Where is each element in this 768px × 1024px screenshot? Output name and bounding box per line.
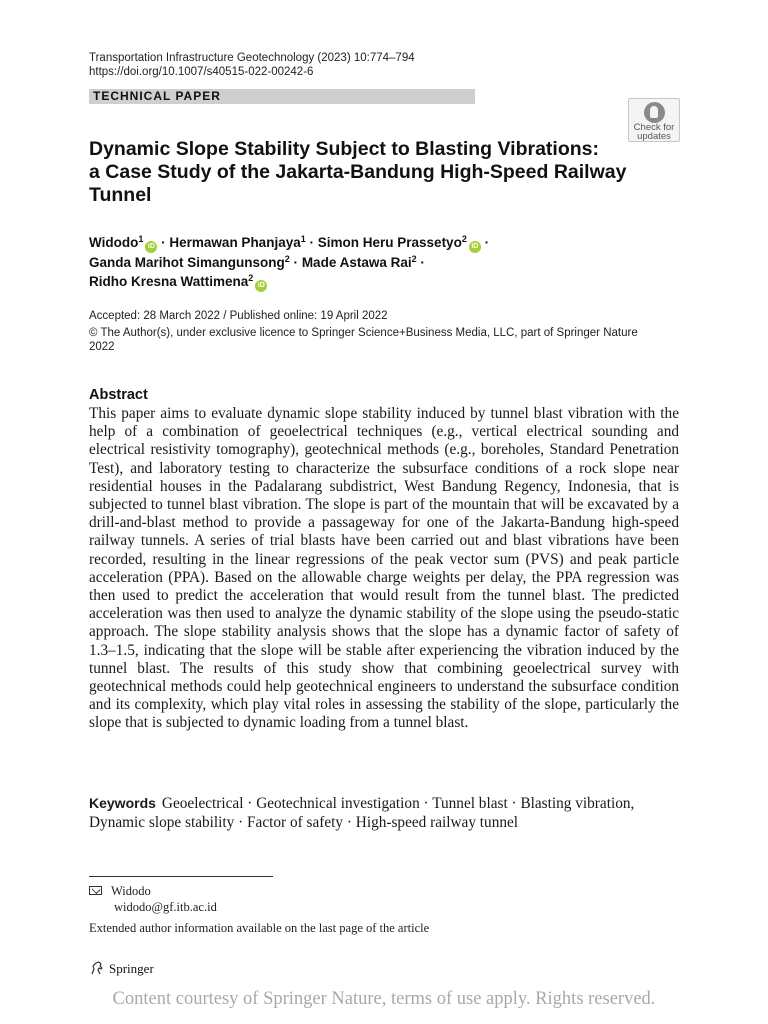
doi-link[interactable]: https://doi.org/10.1007/s40515-022-00242-6 (89, 66, 314, 78)
orcid-icon[interactable]: iD (145, 241, 157, 253)
badge-text-line2: updates (637, 131, 671, 142)
author-affiliation: 2 (461, 234, 467, 244)
keywords-text: Geoelectrical · Geotechnical investigation · Tunnel blast · Blasting vibration, Dynamic slope stability · Factor of safety · High-speed railway tunnel (89, 795, 635, 831)
copyright-watermark: Content courtesy of Springer Nature, terms of use apply. Rights reserved. (112, 989, 656, 1009)
author-name[interactable]: Ridho Kresna Wattimena (89, 274, 249, 289)
section-label: TECHNICAL PAPER (93, 89, 221, 103)
title-line-2: a Case Study of the Jakarta-Bandung High-Speed Railway (89, 161, 627, 183)
publisher-logo (89, 960, 154, 977)
extended-author-info: Extended author information available on the last page of the article (89, 921, 430, 935)
author-affiliation: 1 (138, 234, 144, 244)
author-line-3 (89, 272, 489, 292)
author-separator: · (484, 235, 490, 250)
author-separator: · (293, 255, 299, 270)
publisher-name: Springer (109, 961, 154, 976)
author-separator: · (309, 235, 314, 250)
author-name[interactable]: Hermawan Phanjaya (169, 235, 301, 250)
author-line-2 (89, 253, 489, 272)
author-affiliation: 2 (284, 254, 290, 264)
journal-citation: Transportation Infrastructure Geotechnology (2023) 10:774–794 (89, 52, 415, 64)
author-name[interactable]: Made Astawa Rai (301, 255, 412, 270)
author-affiliation: 2 (411, 254, 417, 264)
abstract-text: This paper aims to evaluate dynamic slope stability induced by tunnel blast vibration with the help of a combination of geoelectrical techniques (e.g., vertical electrical sounding and electrical resistivity tomography), geotechnical methods (e.g., boreholes, Standard Penetration Test), and laboratory testing to characterize the subsurface conditions of a rock slope near residential houses in the Padalarang subdistrict, West Bandung Regency, Indonesia, that is subjected to tunnel blast vibration. The slope is part of the mountain that will be excavated by a drill-and-blast method to provide a passageway for one of the Jakarta-Bandung high-speed railway tunnels. A series of trial blasts have been carried out and blast vibrations have been recorded, resulting in the linear regressions of the peak vector sum (PVS) and peak particle acceleration (PPA). Based on the allowable charge weights per delay, the PPA regression was then used to predict the acceleration that would result from the tunnel blast. The predicted acceleration was then used to analyze the dynamic stability of the slope using the pseudo-static approach. The slope stability analysis shows that the slope has a dynamic factor of safety of 1.3–1.5, indicating that the slope will be stable after experiencing the vibration induced by the tunnel blast. The results of this study show that combining geoelectrical survey with geotechnical methods could help geotechnical engineers to understand the subsurface condition and its complexity, which play vital roles in assessing the stability of the slope, particularly the slope that is subjected to dynamic loading from a tunnel blast. (89, 405, 679, 732)
author-name[interactable]: Widodo (89, 235, 139, 250)
title-line-3: Tunnel (89, 184, 152, 206)
author-line-1 (89, 233, 489, 253)
author-name[interactable]: Simon Heru Prassetyo (317, 235, 462, 250)
abstract-heading: Abstract (89, 387, 148, 403)
corresponding-email[interactable]: widodo@gf.itb.ac.id (114, 900, 217, 914)
keywords-label: Keywords (89, 795, 156, 811)
title-line-1: Dynamic Slope Stability Subject to Blasting Vibrations: (89, 138, 599, 160)
springer-horse-icon (89, 960, 105, 976)
author-separator: · (161, 235, 166, 250)
footnote-divider (89, 876, 273, 877)
author-affiliation: 1 (300, 234, 306, 244)
paper-title (89, 138, 649, 207)
check-for-updates-icon (644, 102, 665, 123)
orcid-icon[interactable]: iD (255, 280, 267, 292)
corresponding-author-name: Widodo (111, 884, 151, 898)
author-affiliation: 2 (248, 273, 254, 283)
section-label-bar (89, 89, 475, 104)
keywords-block (89, 794, 679, 832)
copyright-notice: © The Author(s), under exclusive licence to Springer Science+Business Media, LLC, part of Springer Nature 2022 (89, 327, 638, 353)
author-separator: · (420, 255, 425, 270)
author-list (89, 233, 489, 292)
corresponding-author (89, 884, 151, 899)
envelope-icon (89, 886, 102, 895)
check-for-updates-badge[interactable] (628, 98, 680, 142)
author-name[interactable]: Ganda Marihot Simangunsong (89, 255, 285, 270)
orcid-icon[interactable]: iD (469, 241, 481, 253)
badge-text-line1: Check for (633, 122, 675, 133)
publication-dates: Accepted: 28 March 2022 / Published online: 19 April 2022 (89, 310, 388, 322)
